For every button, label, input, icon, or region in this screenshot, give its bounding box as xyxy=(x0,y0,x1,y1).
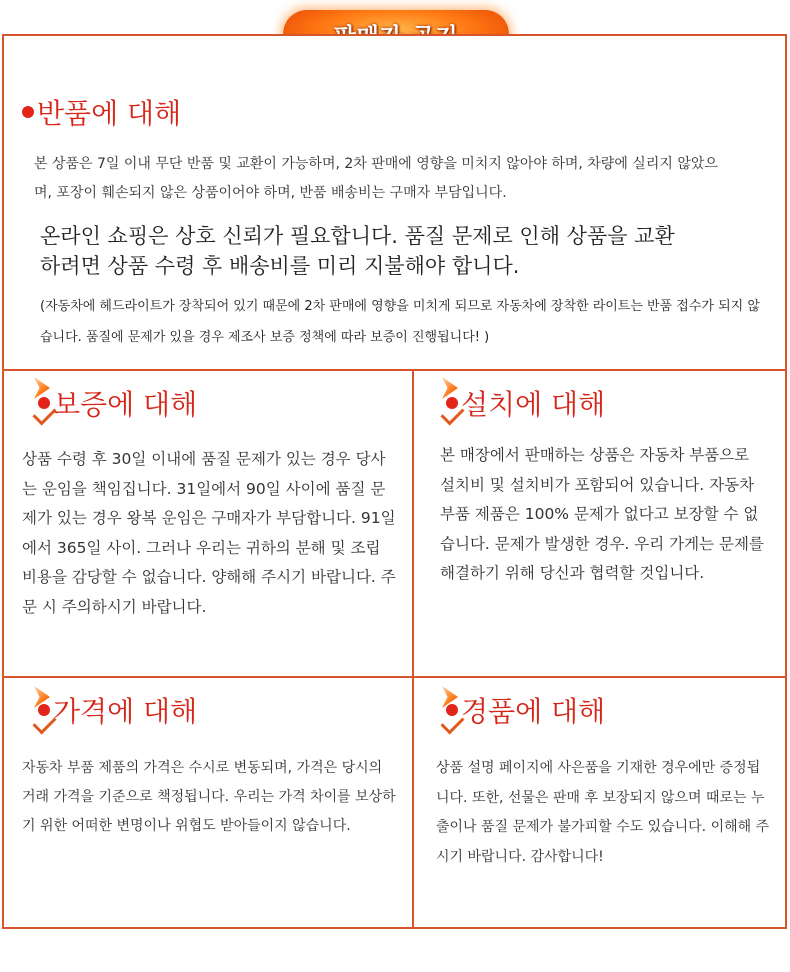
returns-paragraph: 본 상품은 7일 이내 무단 반품 및 교환이 가능하며, 2차 판매에 영향을 미치지 않아야 하며, 차량에 실리지 않았으며, 포장이 훼손되지 않은 상품이어야 하며, 반품 배송비는 구매자 부담입니다. xyxy=(34,156,718,201)
warranty-paragraph: 상품 수령 후 30일 이내에 품질 문제가 있는 경우 당사는 운임을 책임집니다. 31일에서 90일 사이에 품질 문제가 있는 경우 왕복 운임은 구매자가 부담합니다. 91일에서 365일 사이. 그러나 우리는 귀하의 분해 및 조립 비용을 감당할 수 없습니다. 양해해 주시기 바랍니다. 주문 시 주의하시기 바랍니다. xyxy=(22,450,396,616)
warranty-title: 보증에 대해 xyxy=(53,388,198,421)
price-title: 가격에 대해 xyxy=(53,695,198,728)
price-heading xyxy=(38,690,197,730)
price-section xyxy=(2,676,414,929)
installation-paragraph: 본 매장에서 판매하는 상품은 자동차 부품으로 설치비 및 설치비가 포함되어 있습니다. 자동차 부품 제품은 100% 문제가 없다고 보장할 수 없습니다. 문제가 발생한 경우. 우리 가게는 문제를 해결하기 위해 당신과 협력할 것입니다. xyxy=(440,446,764,582)
bullet-dot-icon xyxy=(22,106,34,118)
returns-heading xyxy=(22,92,181,132)
gifts-title: 경품에 대해 xyxy=(461,695,606,728)
gifts-paragraph: 상품 설명 페이지에 사은품을 기재한 경우에만 증정됩니다. 또한, 선물은 판매 후 보장되지 않으며 때로는 누출이나 품질 문제가 불가피할 수도 있습니다. 이해해 주시기 바랍니다. 감사합니다! xyxy=(436,760,770,865)
price-paragraph: 자동차 부품 제품의 가격은 수시로 변동되며, 가격은 당시의 거래 가격을 기준으로 책정됩니다. 우리는 가격 차이를 보상하기 위한 어떠한 변명이나 위협도 받아들이지 않습니다. xyxy=(22,760,396,834)
installation-heading xyxy=(446,383,605,423)
installation-title: 설치에 대해 xyxy=(461,388,606,421)
returns-emphasis: 온라인 쇼핑은 상호 신뢰가 필요합니다. 품질 문제로 인해 상품을 교환하려면 상품 수령 후 배송비를 미리 지불해야 합니다. xyxy=(40,224,675,278)
warranty-heading xyxy=(38,383,197,423)
gifts-heading xyxy=(446,690,605,730)
bullet-dot-icon xyxy=(446,704,458,716)
bullet-dot-icon xyxy=(446,397,458,409)
bullet-dot-icon xyxy=(38,704,50,716)
bullet-dot-icon xyxy=(38,397,50,409)
warranty-section xyxy=(2,369,414,678)
returns-title: 반품에 대해 xyxy=(37,97,182,130)
installation-section xyxy=(412,369,787,678)
returns-note: (자동차에 헤드라이트가 장착되어 있기 때문에 2차 판매에 영향을 미치게 되므로 자동차에 장착한 라이트는 반품 접수가 되지 않습니다. 품질에 문제가 있을 경우 제조사 보증 정책에 따라 보증이 진행됩니다! ) xyxy=(40,299,760,345)
gifts-section xyxy=(412,676,787,929)
returns-section xyxy=(2,34,787,371)
